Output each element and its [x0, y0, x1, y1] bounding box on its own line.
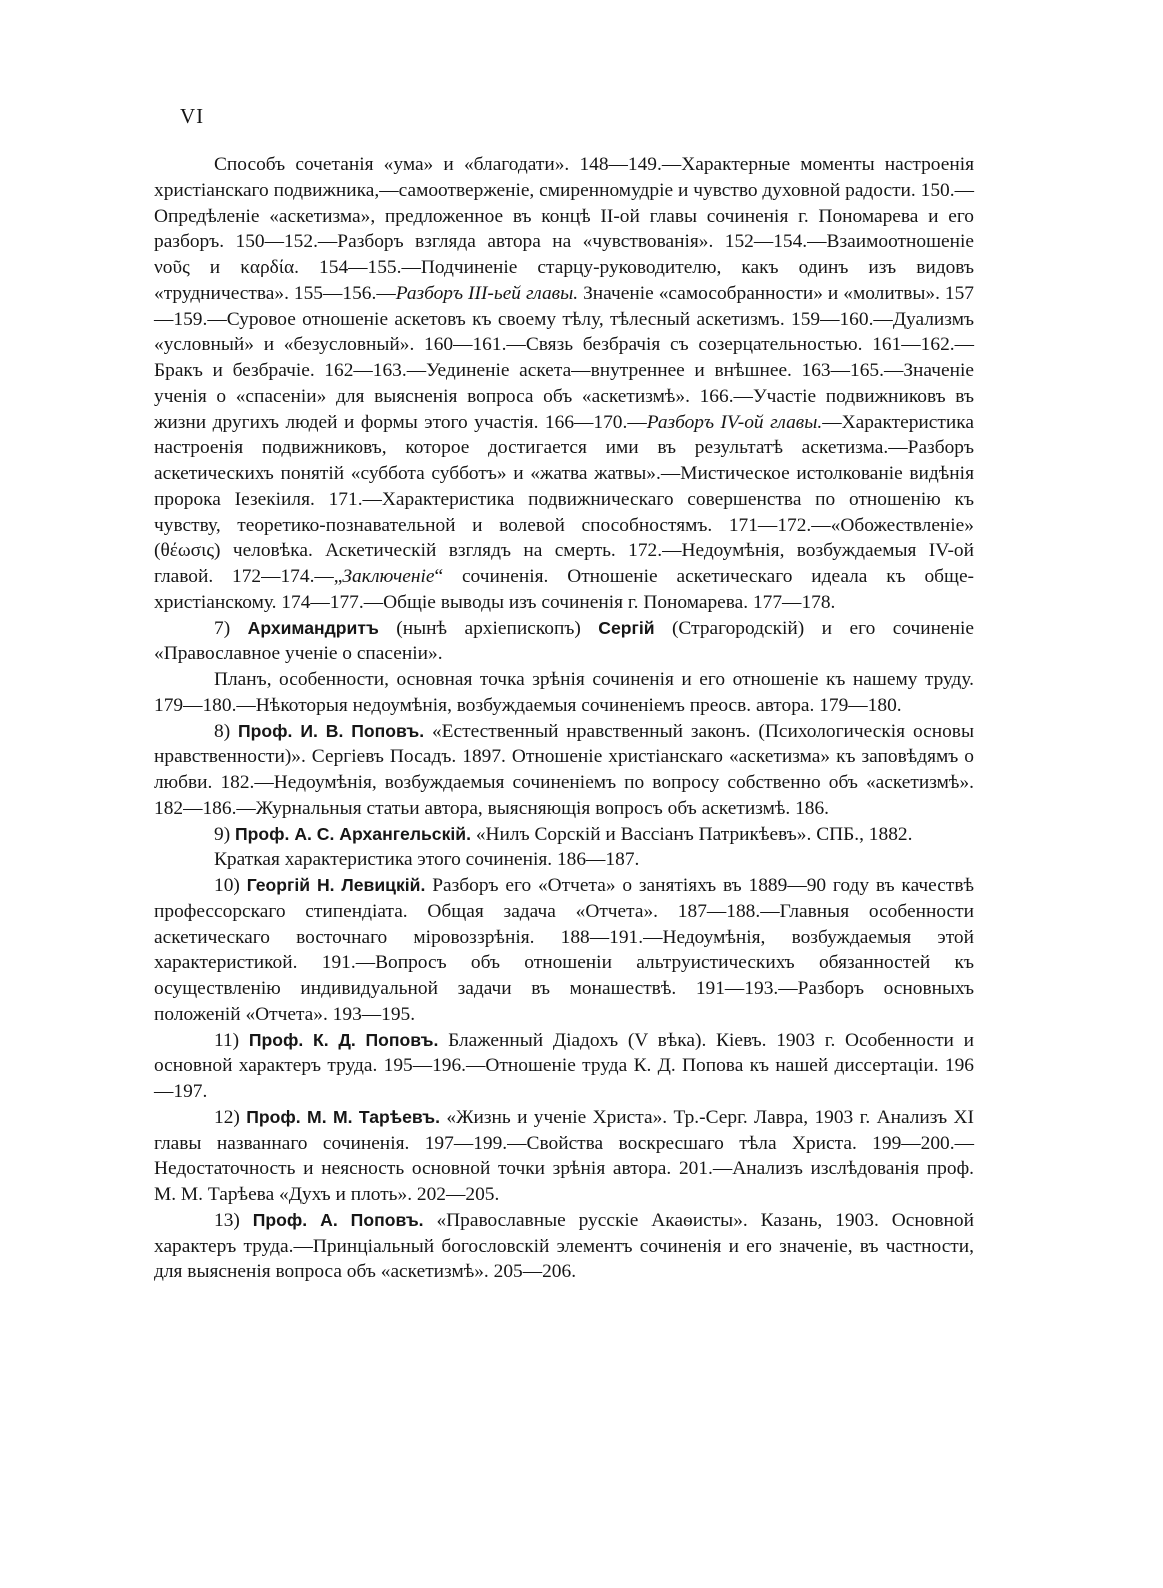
- text-segment: 8): [214, 720, 239, 742]
- text-segment: 9): [214, 823, 236, 845]
- paragraph-p9: [154, 1105, 974, 1208]
- text-segment: 11): [214, 1029, 249, 1051]
- body-text: [154, 152, 974, 1285]
- paragraph-p6: [154, 847, 974, 873]
- text-segment: Способъ сочетанія «ума» и «благодати». 148—149.—Характерные моменты настроенія христіанскаго подвижника,—самоотверженіе, смиренномудріе и чувство духовной радости. 150.—Опредѣленіе «аскетизма», предложенное въ концѣ II-ой главы сочиненія г. Пономарева и его разборъ. 150—152.—Разборъ взгляда автора на «чувствованія». 152—154.—Взаимоотношеніе νοῦς и καρδία. 154—155.—Подчиненіе старцу-руководителю, какъ одинъ изъ видовъ «трудничества». 155—156.—: [154, 154, 974, 304]
- author-name: Проф. К. Д. Поповъ.: [248, 1029, 439, 1050]
- text-segment: «Жизнь и ученіе Христа». Тр.-Серг. Лавра, 1903 г. Анализъ XI главы названнаго сочиненія. 197—199.—Свойства воскресшаго тѣла Христа. 199—200.—Недостаточность и неясность основной точки зрѣнія автора. 201.—Анализъ изслѣдованія проф. М. М. Тарѣева «Духъ и плоть». 202—205.: [154, 1106, 974, 1205]
- text-segment: «Нилъ Сорскій и Вассіанъ Патрикѣевъ». СПБ., 1882.: [471, 823, 913, 845]
- author-name: Проф. А. Поповъ.: [252, 1209, 424, 1230]
- text-segment: (Страгородскій) и его сочиненіе «Православное ученіе о спасеніи».: [154, 617, 974, 665]
- author-name: Георгій Н. Левицкій.: [246, 875, 426, 895]
- author-name: Проф. А. С. Архангельскій.: [235, 823, 471, 844]
- paragraph-p5: [154, 822, 974, 848]
- author-name: Проф. М. М. Тарѣевъ.: [246, 1106, 441, 1127]
- paragraph-p4: [154, 719, 974, 822]
- text-segment: Планъ, особенности, основная точка зрѣнія сочиненія и его отношеніе къ нашему труду. 179—180.—Нѣкоторыя недоумѣнія, возбуждаемыя сочиненіемъ преосв. автора. 179—180.: [154, 669, 974, 716]
- text-segment: Краткая характеристика этого сочиненія. 186—187.: [214, 849, 640, 871]
- section-title: Разборъ III-ьей главы.: [395, 282, 579, 304]
- author-name: Проф. И. В. Поповъ.: [238, 720, 425, 741]
- text-segment: —Характеристика настроенія подвижниковъ, которое достигается ими въ результатѣ аскетизма.—Разборъ аскетическихъ понятій «суббота субботъ» и «жатва жатвы».—Мистическое истолкованіе видѣнія пророка Іезекіиля. 171.—Характеристика подвижническаго совершенства по отношенію къ чувству, теоретико-познавательной и волевой способностямъ. 171—172.—«Обожествленіе» (θέωσις) человѣка. Аскетическій взглядъ на смерть. 172.—Недоумѣнія, возбуждаемыя IV-ой главой. 172—174.—„: [154, 411, 974, 587]
- section-title: Заключеніе: [342, 566, 435, 587]
- paragraph-p8: [154, 1028, 974, 1105]
- text-segment: Блаженный Діадохъ (V вѣка). Кіевъ. 1903 г. Особенности и основной характеръ труда. 195—196.—Отношеніе труда К. Д. Попова къ нашей диссертаціи. 196—197.: [154, 1029, 974, 1102]
- paragraph-p10: [154, 1208, 974, 1285]
- paragraph-p1: [154, 152, 974, 616]
- author-name: Архимандритъ: [247, 617, 379, 638]
- text-segment: 7): [214, 617, 248, 639]
- paragraph-p3: [154, 667, 974, 719]
- text-segment: «Православные русскіе Акаѳисты». Казань, 1903. Основной характеръ труда.—Принціальный богословскій элементъ сочиненія и его значеніе, въ частности, для выясненія вопроса объ «аскетизмѣ». 205—206.: [154, 1209, 975, 1283]
- text-segment: «Естественный нравственный законъ. (Психологическія основы нравственности)». Сергіевъ Посадъ. 1897. Отношеніе христіанскаго «аскетизма» къ заповѣдямъ о любви. 182.—Недоумѣнія, возбуждаемыя сочиненіемъ по вопросу собственно объ «аскетизмѣ». 182—186.—Журнальныя статьи автора, выясняющія вопросъ объ аскетизмѣ. 186.: [154, 720, 974, 819]
- text-segment: (нынѣ архіепископъ): [378, 617, 599, 639]
- text-segment: Значеніе «самособранности» и «молитвы». 157—159.—Суровое отношеніе аскетовъ къ своему тѣлу, тѣлесный аскетизмъ. 159—160.—Дуализмъ «условный» и «безусловный». 160—161.—Связь безбрачія съ созерцательностью. 161—162.—Бракъ и безбрачіе. 162—163.—Уединеніе аскета—внутреннее и внѣшнее. 163—165.—Значеніе ученія о «спасеніи» для выясненія вопроса объ «аскетизмѣ». 166.—Участіе подвижниковъ въ жизни другихъ людей и формы этого участія. 166—170.—: [154, 282, 975, 433]
- text-segment: 10): [214, 875, 247, 896]
- text-segment: 13): [214, 1209, 253, 1231]
- paragraph-p7: [154, 873, 974, 1028]
- paragraph-p2: [154, 616, 974, 668]
- text-segment: 12): [214, 1106, 247, 1128]
- text-segment: Разборъ его «Отчета» о занятіяхъ въ 1889—90 году въ качествѣ профессорскаго стипендіата. Общая задача «Отчета». 187—188.—Главныя особенности аскетическаго восточнаго міровоззрѣнія. 188—191.—Недоумѣнія, возбуждаемыя этой характеристикой. 191.—Вопросъ объ отношеніи альтруистическихъ обязанностей къ осуществленію индивидуальной задачи въ монашествѣ. 191—193.—Разборъ основныхъ положеній «Отчета». 193—195.: [154, 875, 975, 1025]
- author-name: Сергій: [598, 617, 655, 638]
- text-segment: “ сочиненія. Отношеніе аскетическаго идеала къ обще-христіанскому. 174—177.—Общіе выводы изъ сочиненія г. Пономарева. 177—178.: [154, 566, 975, 613]
- section-title: Разборъ IV-ой главы.: [646, 411, 823, 433]
- page-number: VI: [180, 104, 205, 128]
